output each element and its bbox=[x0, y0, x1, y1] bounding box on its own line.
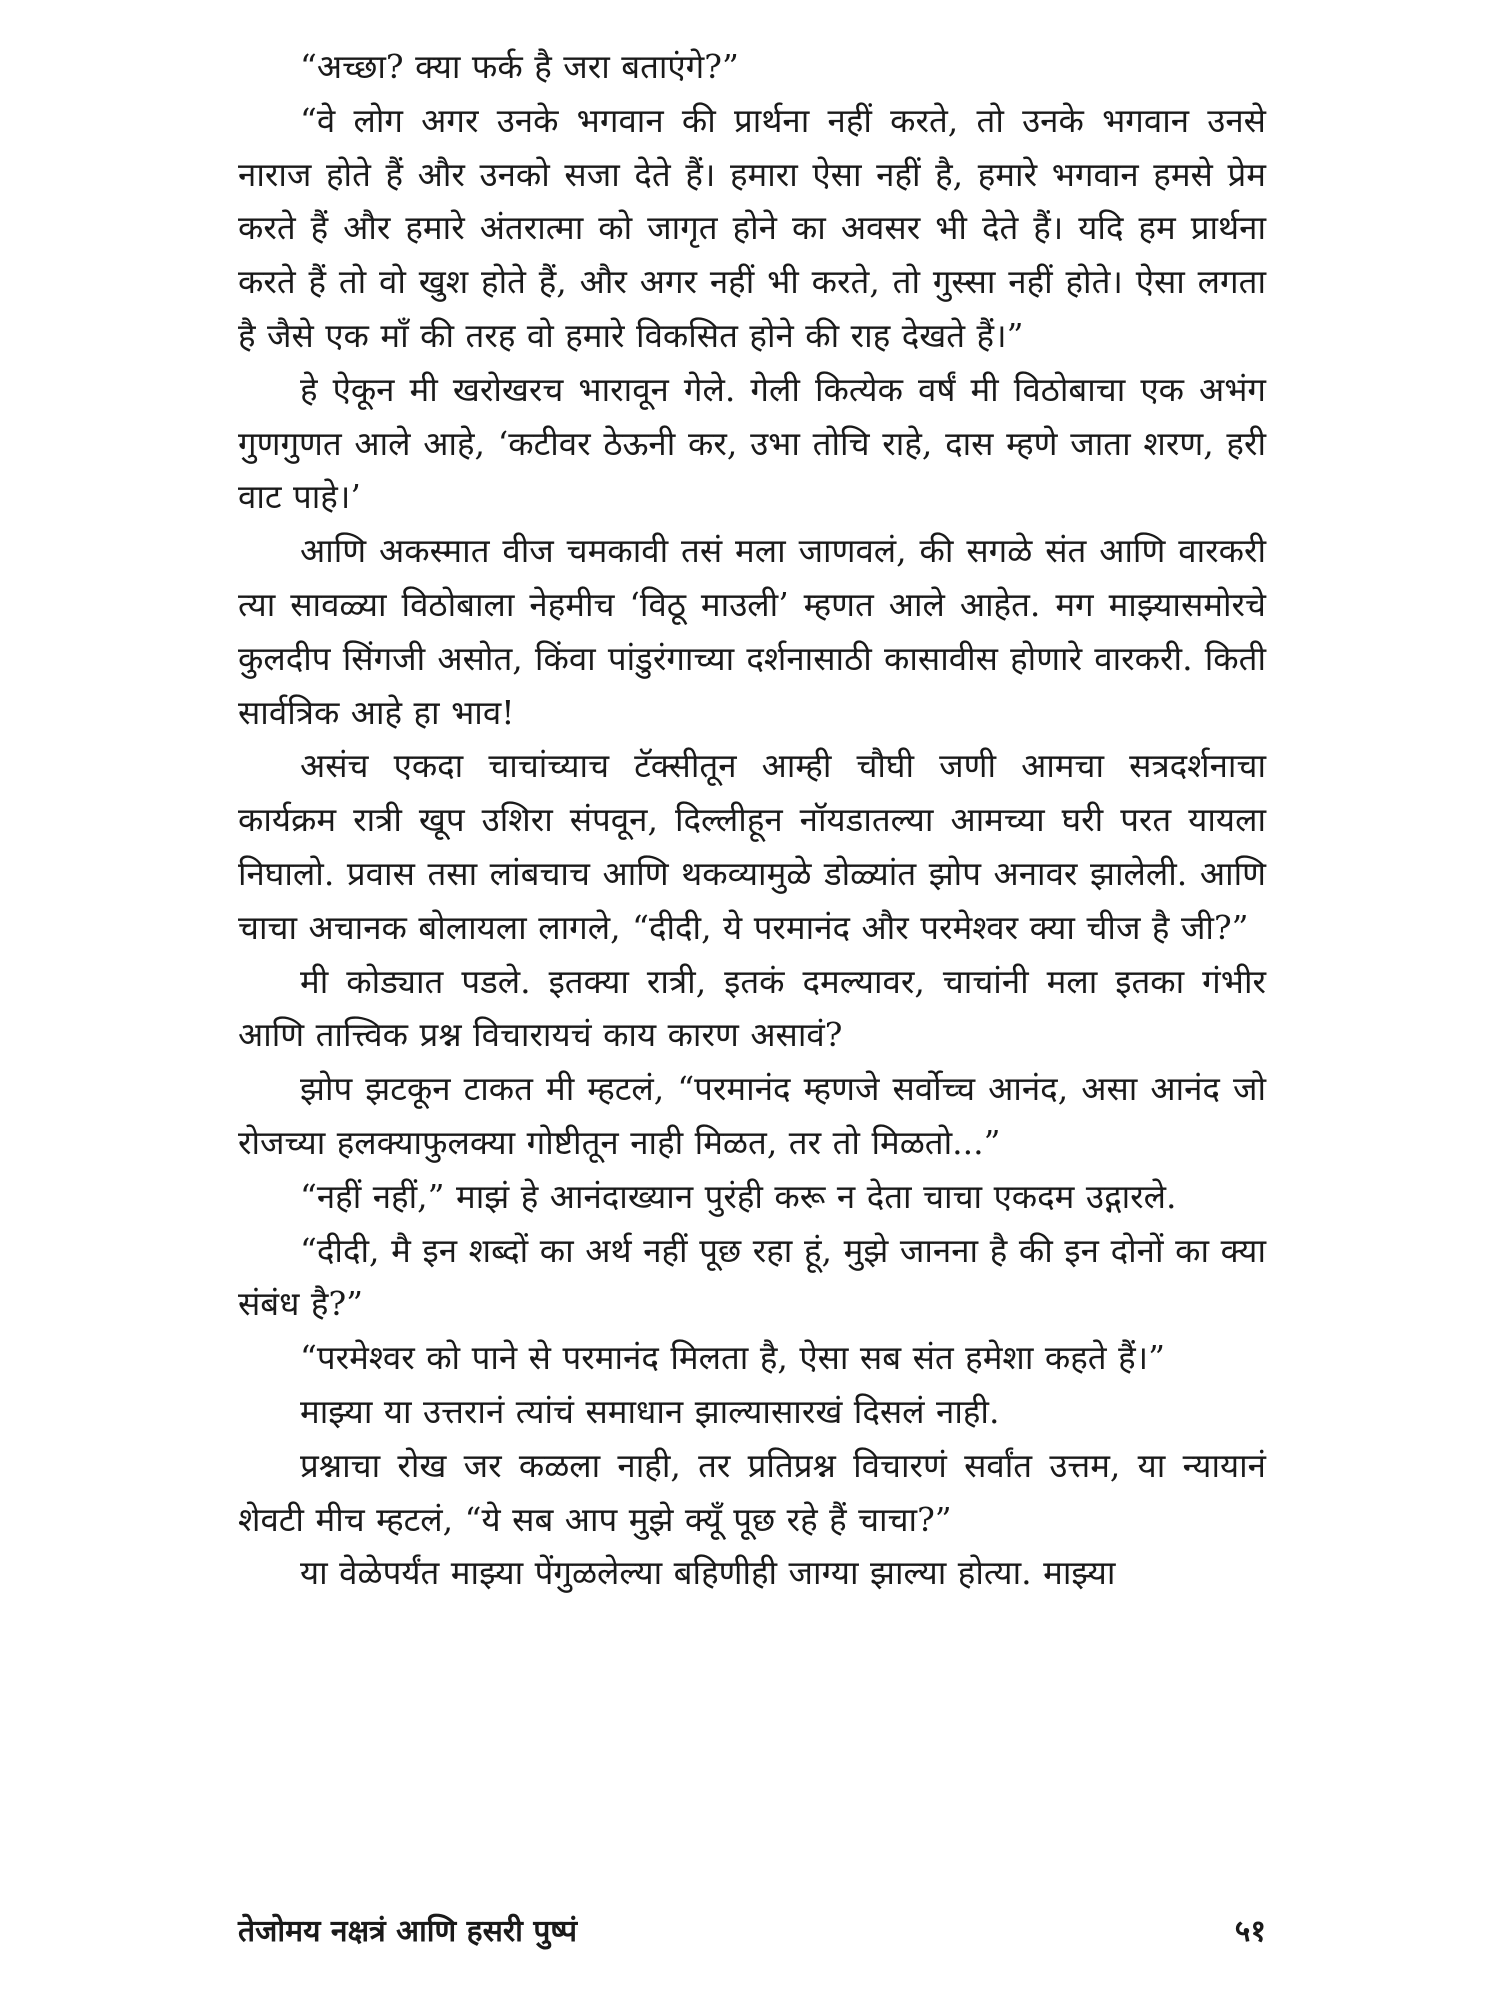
paragraph-5: असंच एकदा चाचांच्याच टॅक्सीतून आम्ही चौघी जणी आमचा सत्रदर्शनाचा कार्यक्रम रात्री खूप उशिरा संपवून, दिल्लीहून नॉयडातल्या आमच्या घरी परत यायला निघालो. प्रवास तसा लांबचाच आणि थकव्यामुळे डोळ्यांत झोप अनावर झालेली. आणि चाचा अचानक बोलायला लागले, “दीदी, ये परमानंद और परमेश्वर क्या चीज है जी?” bbox=[238, 746, 1266, 947]
paragraph-12: प्रश्नाचा रोख जर कळला नाही, तर प्रतिप्रश्न विचारणं सर्वांत उत्तम, या न्यायानं शेवटी मीच म्हटलं, “ये सब आप मुझे क्यूँ पूछ रहे हैं चाचा?” bbox=[238, 1445, 1266, 1539]
footer-book-title: तेजोमय नक्षत्रं आणि हसरी पुष्पं bbox=[238, 1914, 578, 1949]
paragraph-7: झोप झटकून टाकत मी म्हटलं, “परमानंद म्हणजे सर्वोच्च आनंद, असा आनंद जो रोजच्या हलक्याफुलक्या गोष्टीतून नाही मिळत, तर तो मिळतो...” bbox=[238, 1069, 1266, 1162]
paragraph-10: “परमेश्वर को पाने से परमानंद मिलता है, ऐसा सब संत हमेशा कहते हैं।” bbox=[300, 1338, 1165, 1378]
paragraph-9: “दीदी, मै इन शब्दों का अर्थ नहीं पूछ रहा हूं, मुझे जानना है की इन दोनों का क्या संबंध है?” bbox=[238, 1230, 1266, 1324]
paragraph-2: “वे लोग अगर उनके भगवान की प्रार्थना नहीं करते, तो उनके भगवान उनसे नाराज होते हैं और उनको सजा देते हैं। हमारा ऐसा नहीं है, हमारे भगवान हमसे प्रेम करते हैं और हमारे अंतरात्मा को जागृत होने का अवसर भी देते हैं। यदि हम प्रार्थना करते हैं तो वो खुश होते हैं, और अगर नहीं भी करते, तो गुस्सा नहीं होते। ऐसा लगता है जैसे एक माँ की तरह वो हमारे विकसित होने की राह देखते हैं।” bbox=[238, 100, 1266, 355]
paragraph-1: “अच्छा? क्या फर्क है जरा बताएंगे?” bbox=[300, 47, 739, 86]
paragraph-6: मी कोड्यात पडले. इतक्या रात्री, इतकं दमल्यावर, चाचांनी मला इतका गंभीर आणि तात्त्विक प्रश्न विचारायचं काय कारण असावं? bbox=[238, 961, 1266, 1055]
paragraph-13: या वेळेपर्यंत माझ्या पेंगुळलेल्या बहिणीही जाग्या झाल्या होत्या. माझ्या bbox=[300, 1553, 1116, 1593]
paragraph-8: “नहीं नहीं,” माझं हे आनंदाख्यान पुरंही करू न देता चाचा एकदम उद्गारले. bbox=[300, 1176, 1177, 1216]
page-footer bbox=[238, 1906, 1266, 1958]
page-body-text bbox=[238, 40, 1266, 1600]
paragraph-11: माझ्या या उत्तरानं त्यांचं समाधान झाल्यासारखं दिसलं नाही. bbox=[300, 1391, 1000, 1431]
page-number: ५१ bbox=[1234, 1914, 1266, 1949]
paragraph-4: आणि अकस्मात वीज चमकावी तसं मला जाणवलं, की सगळे संत आणि वारकरी त्या सावळ्या विठोबाला नेहमीच ‘विठू माउली’ म्हणत आले आहेत. मग माझ्यासमोरचे कुलदीप सिंगजी असोत, किंवा पांडुरंगाच्या दर्शनासाठी कासावीस होणारे वारकरी. किती सार्वत्रिक आहे हा भाव! bbox=[238, 531, 1266, 732]
paragraph-3: हे ऐकून मी खरोखरच भारावून गेले. गेली कित्येक वर्षं मी विठोबाचा एक अभंग गुणगुणत आले आहे, ‘कटीवर ठेऊनी कर, उभा तोचि राहे, दास म्हणे जाता शरण, हरी वाट पाहे।’ bbox=[238, 369, 1267, 517]
